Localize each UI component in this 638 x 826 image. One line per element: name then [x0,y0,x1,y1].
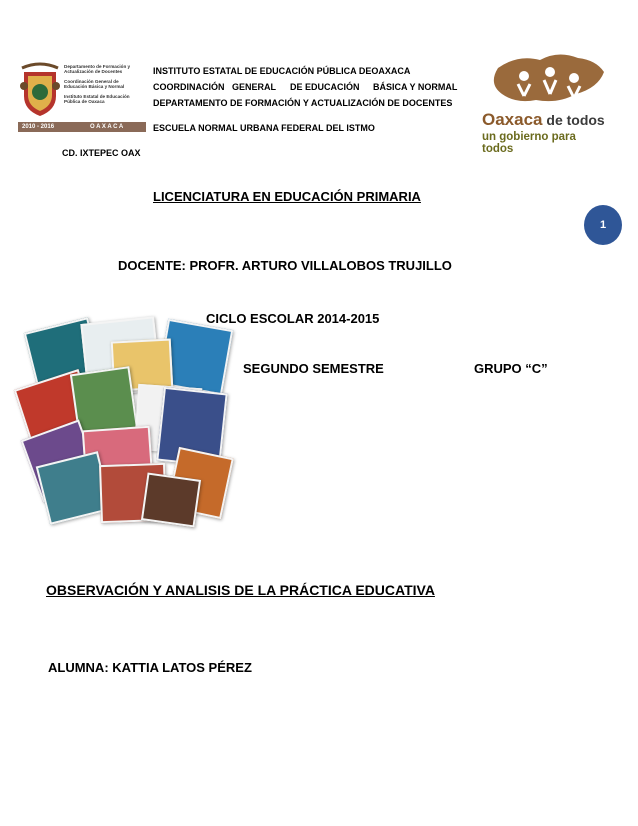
semester-label: SEGUNDO SEMESTRE [243,361,384,376]
logo-text-1: Departamento de Formación y [64,64,131,69]
oaxaca-map-icon [478,50,610,112]
header-line-2c: DE EDUCACIÓN [290,82,360,92]
logo-bar [18,122,146,132]
header-line-3: DEPARTAMENTO DE FORMACIÓN Y ACTUALIZACIÓN DE DOCENTES [153,98,453,108]
city-label: CD. IXTEPEC OAX [62,148,141,158]
logo-text-6: Pública de Oaxaca [64,99,105,105]
logo-years: 2010 - 2016 [22,124,55,130]
logo-text-3: Coordinación General de [64,78,119,84]
teacher-line: DOCENTE: PROFR. ARTURO VILLALOBOS TRUJILLO [118,258,452,273]
book-collage-image [14,318,229,528]
student-name: ALUMNA: KATTIA LATOS PÉREZ [48,660,252,675]
header-line-2a: COORDINACIÓN [153,82,225,92]
oaxaca-crest-icon [18,62,62,118]
logo-state: O A X A C A [90,124,124,130]
logo-text-2: Actualización de Docentes [64,69,123,75]
page-number-badge: 1 [584,205,622,245]
institution-logo [18,62,146,132]
header-line-4: ESCUELA NORMAL URBANA FEDERAL DEL ISTMO [153,123,375,133]
school-cycle: CICLO ESCOLAR 2014-2015 [206,311,380,326]
logo-wordmark: Oaxaca de todos [482,110,605,129]
logo-text-4: Educación Básica y Normal [64,84,125,90]
course-title: OBSERVACIÓN Y ANALISIS DE LA PRÁCTICA EDUCATIVA [46,582,435,598]
logo-text-5: Instituto Estatal de Educación [64,93,130,99]
logo-tagline: un gobierno para todos [482,131,576,155]
government-logo [478,50,610,155]
degree-title: LICENCIATURA EN EDUCACIÓN PRIMARIA [153,189,421,204]
header-line-1: INSTITUTO ESTATAL DE EDUCACIÓN PÚBLICA DEOAXACA [153,66,411,76]
header-line-2d: BÁSICA Y NORMAL [373,82,458,92]
header-line-2b: GENERAL [232,82,277,92]
group-label: GRUPO “C” [474,361,548,376]
